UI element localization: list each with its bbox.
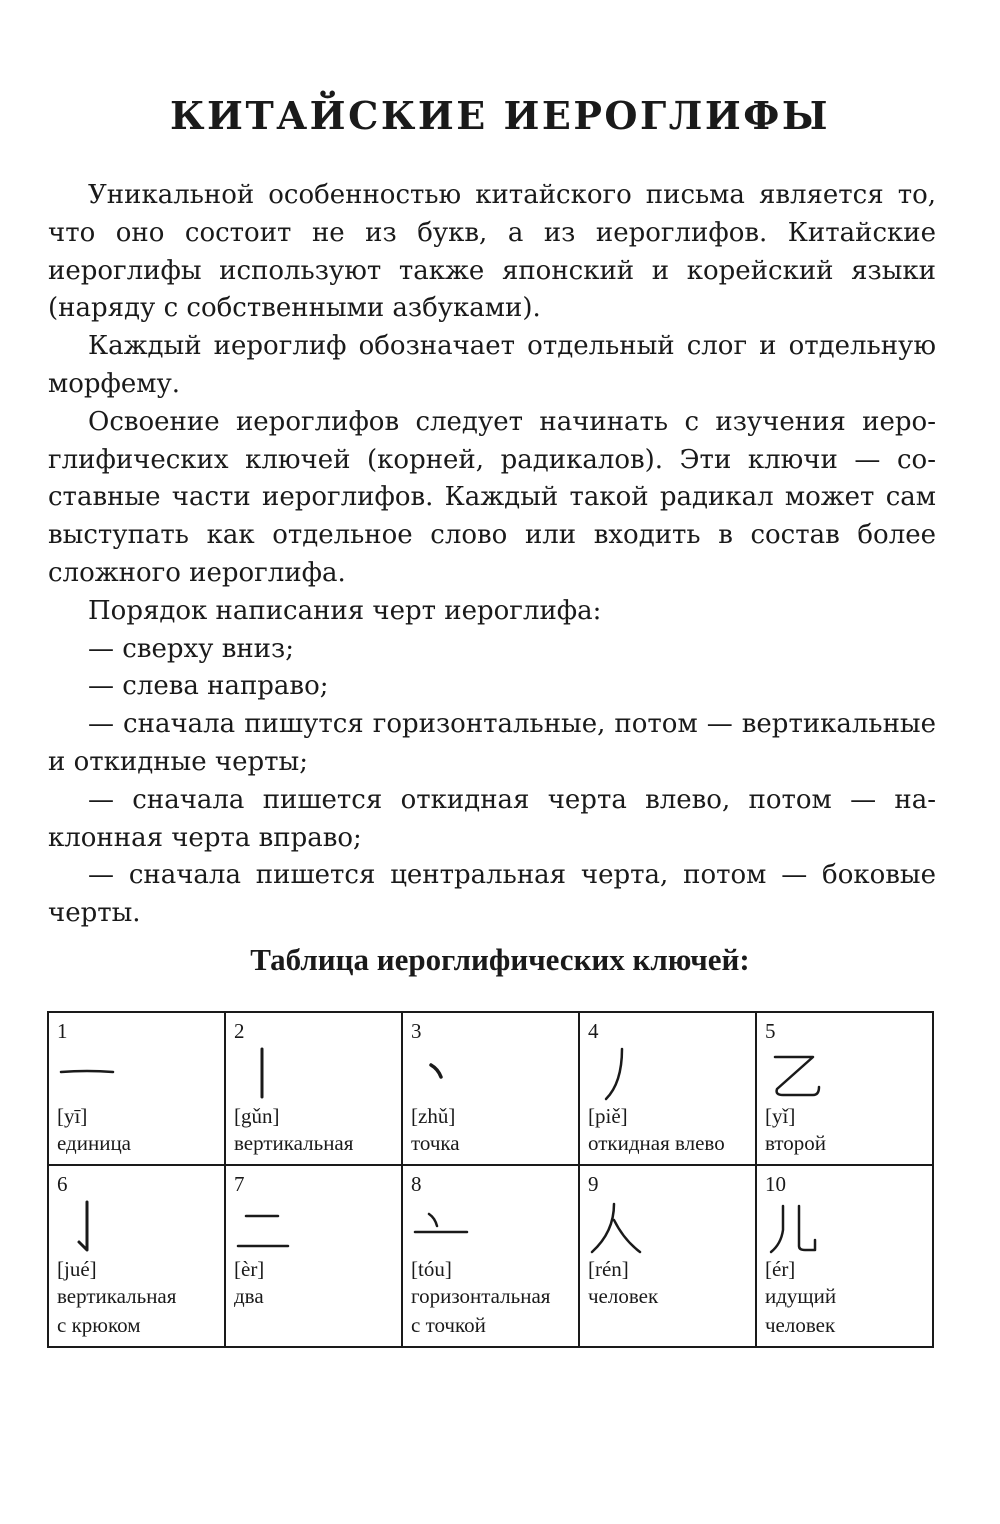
two-glyph [234, 1196, 395, 1256]
person-glyph [588, 1196, 749, 1256]
radical-meaning: человек [588, 1284, 659, 1308]
radical-pinyin: [èr] [234, 1257, 265, 1281]
radical-number: 6 [57, 1172, 68, 1196]
table-row [48, 1165, 933, 1347]
table-title: Таблица иероглифических ключей: [250, 942, 750, 977]
radical-pinyin: [rén] [588, 1257, 629, 1281]
table-cell [756, 1012, 933, 1165]
radical-number: 4 [588, 1019, 599, 1043]
radical-number: 10 [765, 1172, 786, 1196]
second-glyph [765, 1043, 926, 1103]
stroke-order-rule: — сначала пишется центральная черта, потом — боковые черты. [48, 860, 936, 929]
table-row [48, 1012, 933, 1165]
table-cell [756, 1165, 933, 1347]
radicals-table [47, 1011, 934, 1348]
table-cell [579, 1012, 756, 1165]
stroke-order-heading: Порядок написания черт иероглифа: [88, 595, 602, 626]
radical-meaning: точка [411, 1131, 460, 1155]
stroke-order-rule: — слева направо; [88, 671, 329, 702]
radical-number: 3 [411, 1019, 422, 1043]
vertical-stroke-glyph [234, 1043, 395, 1103]
body-text [48, 177, 936, 933]
page-title: КИТАЙСКИЕ ИЕРОГЛИФЫ [169, 93, 830, 138]
table-cell [48, 1012, 225, 1165]
stroke-order-rule: — сначала пишется откидная черта влево, потом — наклонная черта вправо; [48, 784, 936, 853]
stroke-order-rule: — сначала пишутся горизонтальные, потом — вертикальные и откидные черты; [48, 709, 936, 777]
lid-glyph [411, 1196, 572, 1256]
table-cell [402, 1165, 579, 1347]
radical-pinyin: [ér] [765, 1257, 796, 1281]
radical-pinyin: [piě] [588, 1104, 628, 1128]
radical-number: 2 [234, 1019, 245, 1043]
hook-stroke-glyph [57, 1196, 218, 1256]
radicals-paragraph: Освоение иероглифов следует начинать с изучения иероглифических ключей (корней, радикалов). Эти ключи — составные части иероглифов. Каждый такой радикал может сам выступать как отдельное слово или входить в состав более сложного иероглифа. [48, 406, 936, 588]
left-falling-stroke-glyph [588, 1043, 749, 1103]
table-cell [402, 1012, 579, 1165]
radical-pinyin: [gǔn] [234, 1104, 280, 1128]
radical-pinyin: [yī] [57, 1104, 88, 1128]
table-cell [225, 1012, 402, 1165]
radical-meaning: человек [765, 1313, 836, 1337]
radical-pinyin: [tóu] [411, 1257, 452, 1281]
radical-meaning: единица [57, 1131, 132, 1155]
horizontal-stroke-glyph [57, 1043, 218, 1103]
walking-person-glyph [765, 1196, 926, 1256]
dot-stroke-glyph [411, 1043, 572, 1103]
radical-meaning: второй [765, 1131, 827, 1155]
radical-number: 8 [411, 1172, 422, 1196]
radical-meaning: с точкой [411, 1313, 486, 1337]
radical-pinyin: [zhǔ] [411, 1104, 456, 1128]
radical-number: 1 [57, 1019, 68, 1043]
table-cell [225, 1165, 402, 1347]
radical-meaning: с крюком [57, 1313, 141, 1337]
stroke-order-rule: — сверху вниз; [88, 633, 294, 664]
radical-meaning: два [234, 1284, 264, 1308]
radical-pinyin: [jué] [57, 1257, 97, 1281]
radical-number: 5 [765, 1019, 776, 1043]
radical-number: 9 [588, 1172, 599, 1196]
radical-meaning: откидная влево [588, 1131, 725, 1155]
syllable-paragraph: Каждый иероглиф обозначает отдельный слог и отдельную морфему. [48, 331, 936, 399]
table-cell [48, 1165, 225, 1347]
table-cell [579, 1165, 756, 1347]
radical-number: 7 [234, 1172, 245, 1196]
radical-meaning: вертикальная [234, 1131, 354, 1155]
radical-meaning: горизонтальная [411, 1284, 551, 1308]
intro-paragraph: Уникальной особенностью китайского письма является то, что оно состоит не из букв, а из иероглифов. Китайские иероглифы используют также японский и корейский языки (наряду с собственными азбуками). [48, 180, 936, 324]
radical-meaning: вертикальная [57, 1284, 177, 1308]
radical-meaning: идущий [765, 1284, 837, 1308]
radical-pinyin: [yǐ] [765, 1104, 796, 1128]
